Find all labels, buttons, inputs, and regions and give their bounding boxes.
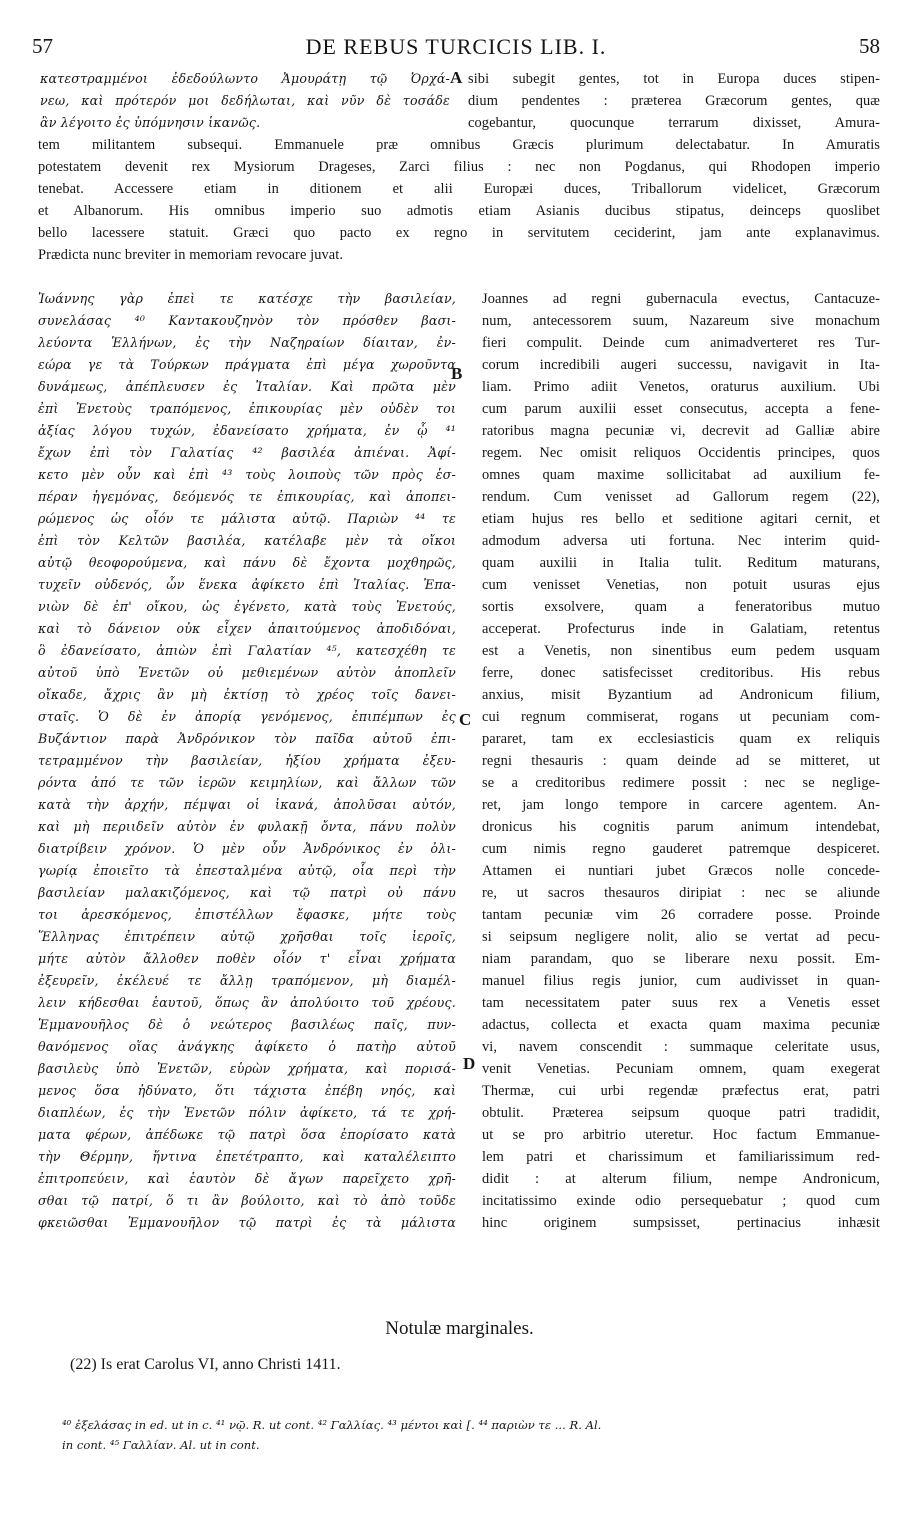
text-line: Ἐμμανουῆλος δὲ ὁ νεώτερος βασιλέως παῖς, πυν-: [38, 1017, 456, 1032]
text-line: λειν κήδεσθαι ἑαυτοῦ, ὅπως ἂν ἀπολύοιτο τοῦ χρέους.: [38, 995, 456, 1010]
text-line: ἐπὶ τὸν Κελτῶν βασιλέα, κατέλαβε μὲν τὰ οἴκοι: [38, 533, 456, 548]
text-line: αὐτοῦ ὑπὸ Ἐνετῶν οὐ μεθιεμένων αὐτὸν ἀποπλεῖν: [38, 665, 456, 680]
text-line: νεω, καὶ πρότερόν μοι δεδήλωται, καὶ νῦν δὲ τοσάδε: [40, 93, 450, 108]
text-line: potestatem devenit rex Mysiorum Drageses, Zarci filius : nec non Pogdanus, qui Rhodopen imperio: [38, 159, 880, 175]
text-line: ρώμενος ὡς οἷόν τε μάλιστα αὐτῷ. Παριὼν ⁴⁴ τε: [38, 511, 456, 526]
running-header: [32, 34, 880, 64]
text-line: ἔχων ἐπὶ τὸν Γαλατίας ⁴² βασιλέα ἀπιέναι. Ἀφί-: [38, 445, 456, 460]
text-line: dronicus his cognitis parum animum intendebat,: [482, 819, 880, 835]
text-line: Ἰωάννης γὰρ ἐπεὶ τε κατέσχε τὴν βασιλείαν,: [38, 291, 456, 306]
full-width-latin-text: [38, 134, 880, 266]
text-line: re, ut sacros thesauros diripiat : nec se aliunde: [482, 885, 880, 901]
text-line: φκειῶσθαι Ἐμμανουῆλον τῷ πατρὶ ἐς τὰ μάλιστα: [38, 1215, 456, 1230]
text-line: sortis exsolvere, quam a feneratoribus mutuo: [482, 599, 880, 615]
text-line: vi, navem conscendit : summaque celeritate usus,: [482, 1039, 880, 1055]
text-line: Prædicta nunc breviter in memoriam revocare juvat.: [38, 247, 344, 263]
text-line: μήτε αὐτὸν ἄλλοθεν ποθὲν οἷόν τ' εἶναι χρήματα: [38, 951, 456, 966]
text-line: num, antecessorem suum, Nazareum sive monachum: [482, 313, 880, 329]
text-line: τὴν Θέρμην, ἥντινα ἐπετέτραπτο, καὶ καταλέλειπτο: [38, 1149, 456, 1164]
text-line: ratoribus magna pecuniæ vi, decrevit ad Galliæ abire: [482, 423, 880, 439]
text-line: cogebantur, quocunque terrarum dixisset, Amura-: [468, 115, 880, 131]
text-line: ut se pro arbitrio uteretur. Hoc factum Emmanue-: [482, 1127, 880, 1143]
text-line: θανόμενος οἵας ἀνάγκης ἀφίκετο ὁ πατὴρ αὐτοῦ: [38, 1039, 456, 1054]
text-line: πέραν ἡγεμόνας, δεόμενός τε ἐπικουρίας, καὶ ἀποπει-: [38, 489, 456, 504]
text-line: νιὼν δὲ ἐπ' οἴκου, ὡς ἐγένετο, κατὰ τοὺς Ἐνετούς,: [38, 599, 456, 614]
text-line: ret, jam longo tempore in carcere agentem. An-: [482, 797, 880, 813]
greek-column: [38, 288, 456, 1234]
critical-note-line-1: ⁴⁰ ἐξελάσας in ed. ut in c. ⁴¹ νῷ. R. ut cont. ⁴² Γαλλίας. ⁴³ μέντοι καὶ [. ⁴⁴ παριὼν τε ... R. Al.: [62, 1418, 602, 1432]
text-line: rendum. Cum venisset ad Gallorum regem (22),: [482, 489, 880, 505]
text-line: tem militantem subsequi. Emmanuele præ omnibus Græcis plurimum delectabatur. In Amuratis: [38, 137, 880, 153]
text-line: διατρίβειν χρόνον. Ὁ μὲν οὖν Ἀνδρόνικος ἐν ὀλι-: [38, 841, 456, 856]
text-line: incitatissimo exinde odio persequebatur ; quod cum: [482, 1193, 880, 1209]
text-line: ἂν λέγοιτο ἐς ὑπόμνησιν ἱκανῶς.: [40, 115, 261, 130]
text-line: regni thesauris : quam deinde ad se mitteret, ut: [482, 753, 880, 769]
text-line: fieri compulit. Deinde cum animadverteret res Tur-: [482, 335, 880, 351]
text-line: didit : at alterum filium, nempe Andronicum,: [482, 1171, 880, 1187]
text-line: acceperat. Profecturus inde in Galatiam, retentus: [482, 621, 880, 637]
text-line: corum incredibili augeri successu, navigavit in Ita-: [482, 357, 880, 373]
running-title: DE REBUS TURCICIS LIB. I.: [305, 34, 607, 59]
text-line: regem. Nec omisit reliquos Occidentis principes, quos: [482, 445, 880, 461]
top-greek-text: [40, 68, 450, 134]
text-line: ρόντα ἀπό τε τῶν ἱερῶν κειμηλίων, καὶ ἄλλων τῶν: [38, 775, 456, 790]
text-line: τυχεῖν οὐδενός, ὧν ἕνεκα ἀφίκετο ἐπὶ Ἰταλίας. Ἐπα-: [38, 577, 456, 592]
text-line: ferre, donec satisfecisset creditoribus. His rebus: [482, 665, 880, 681]
text-line: cum parum auxilii esset consecutus, accepta a fene-: [482, 401, 880, 417]
top-latin-text: [468, 68, 880, 134]
text-line: lem patri et charissimum et familiarissimum red-: [482, 1149, 880, 1165]
text-line: ἐξευρεῖν, ἐκέλευέ τε ἄλλῃ τραπόμενον, μὴ διαμέλ-: [38, 973, 456, 988]
footnote-22: (22) Is erat Carolus VI, anno Christi 1411.: [70, 1356, 341, 1373]
critical-note-line-2: in cont. ⁴⁵ Γαλλίαν. Al. ut in cont.: [62, 1438, 260, 1452]
text-line: cum venisset Venetias, non potuit usuras ejus: [482, 577, 880, 593]
text-line: δυνάμεως, ἀπέπλευσεν ἐς Ἰταλίαν. Καὶ πρῶτα μὲν: [38, 379, 456, 394]
text-line: dium pendentes : præterea Græcorum gentes, quæ: [468, 93, 880, 109]
text-line: Joannes ad regni gubernacula evectus, Cantacuze-: [482, 291, 880, 307]
text-line: σταῖς. Ὁ δὲ ἐν ἀπορίᾳ γενόμενος, ἐπιπέμπων ἐς: [38, 709, 456, 724]
text-line: γωρίᾳ ἐποιεῖτο τὰ ἐπεσταλμένα αὐτῷ, οἷα περὶ τὴν: [38, 863, 456, 878]
text-line: niam parandam, quo se liberare nexu possit. Em-: [482, 951, 880, 967]
text-line: εώρα γε τὰ Τούρκων πράγματα ἐπὶ μέγα χωροῦντα: [38, 357, 456, 372]
section-marker-c: C: [459, 710, 472, 729]
text-line: κετο μὲν οὖν καὶ ἐπὶ ⁴³ τοὺς λοιποὺς τῶν πρὸς ἑσ-: [38, 467, 456, 482]
text-line: tenebat. Accessere etiam in ditionem et alii Europæi duces, Triballorum videlicet, Græcorum: [38, 181, 880, 197]
text-line: liam. Primo adiit Venetos, oraturus auxilium. Ubi: [482, 379, 880, 395]
text-line: cui regnum commiserat, rogans ut pecuniam com-: [482, 709, 880, 725]
text-line: manuel filius regis junior, cum audivisset in quan-: [482, 973, 880, 989]
text-line: τετραμμένον τὴν βασιλείαν, ἠξίου χρήματα ἐξευ-: [38, 753, 456, 768]
text-line: omnes quam maxime sollicitabat ad auxilium fe-: [482, 467, 880, 483]
text-line: bello lacessere statuit. Græci quo pacto ex regno in servitutem ceciderint, jam ante explanavimus.: [38, 225, 880, 241]
page-number-right: 58: [859, 34, 880, 58]
text-line: se a creditoribus redimere possit : nec se neglige-: [482, 775, 880, 791]
text-line: βασιλείαν μαλακιζόμενος, καὶ τῷ πατρὶ οὐ πάνυ: [38, 885, 456, 900]
text-line: καὶ μὴ περιιδεῖν αὐτὸν ἐν φυλακῇ ὄντα, πάνυ πολὺν: [38, 819, 456, 834]
latin-column: [482, 288, 880, 1234]
text-line: quam auxilii in Italia tulit. Reditum maturans,: [482, 555, 880, 571]
text-line: μενος ὅσα ἠδύνατο, ὅτι τάχιστα ἐπέβη νηός, καὶ: [38, 1083, 456, 1098]
text-line: τοι ἀρεσκόμενος, ἐπιστέλλων ἔφασκε, μήτε τοὺς: [38, 907, 456, 922]
text-line: tam necessitatem pater suus rex a Venetis esset: [482, 995, 880, 1011]
text-line: ματα φέρων, ἀπέδωκε τῷ πατρὶ ὅσα ἐπορίσατο κατὰ: [38, 1127, 456, 1142]
text-line: κατὰ τὴν ἀρχήν, πέμψαι οἱ ἱκανά, ἀπολῦσαι αὐτόν,: [38, 797, 456, 812]
text-line: ὃ ἐδανείσατο, ἀπιὼν ἐπὶ Γαλατίαν ⁴⁵, κατεσχέθη τε: [38, 643, 456, 658]
text-line: λεύοντα Ἑλλήνων, ἐς τὴν Ναζηραίων δίαιταν, ἐν-: [38, 335, 456, 350]
text-line: anxius, misit Byzantium ad Andronicum filium,: [482, 687, 880, 703]
text-line: et Albanorum. His omnibus imperio suo admotis etiam Asianis ducibus stipatus, deinceps quoslibet: [38, 203, 880, 219]
text-line: Thermæ, cui urbi regendæ præfectus erat, patri: [482, 1083, 880, 1099]
text-line: tantam pecuniæ vim 26 corradere posse. Proinde: [482, 907, 880, 923]
text-line: est a Venetis, non sinentibus eum pedem usquam: [482, 643, 880, 659]
text-line: αὐτῷ θεοφορούμενα, καὶ πάνυ δὲ ἔχοντα μοχθηρῶς,: [38, 555, 456, 570]
text-line: admodum adversa uti fortuna. Nec interim quid-: [482, 533, 880, 549]
text-line: ἐπιτροπεύειν, καὶ ἑαυτὸν δὲ ἄγων παρεῖχετο χρῆ-: [38, 1171, 456, 1186]
text-line: si seipsum negligere nolit, alio se vertat ad pecu-: [482, 929, 880, 945]
section-marker-a: A: [450, 68, 463, 87]
text-line: διαπλέων, ἐς τὴν Ἐνετῶν πόλιν ἀφίκετο, τά τε χρή-: [38, 1105, 456, 1120]
text-line: hinc originem sumpsisset, pertinacius inhæsit: [482, 1215, 880, 1231]
section-marker-d: D: [463, 1054, 476, 1073]
text-line: καὶ τὸ δάνειον οὐκ εἶχεν ἀπαιτούμενος ἀποδιδόναι,: [38, 621, 456, 636]
page-number-left: 57: [32, 34, 53, 58]
text-line: κατεστραμμένοι ἐδεδούλωντο Ἀμουράτῃ τῷ Ὀρχά-: [40, 71, 450, 86]
text-line: σθαι τῷ πατρί, ὅ τι ἂν βούλοιτο, καὶ τὸ ἀπὸ τοῦδε: [38, 1193, 456, 1208]
text-line: obtulit. Præterea seipsum quoque patri tradidit,: [482, 1105, 880, 1121]
text-line: etiam hujus res bello et seditione agitari cernit, et: [482, 511, 880, 527]
text-line: οἴκαδε, ἄχρις ἂν μὴ ἐκτίσῃ τὸ χρέος τοῖς δανει-: [38, 687, 456, 702]
section-marker-b: B: [451, 364, 463, 383]
text-line: sibi subegit gentes, tot in Europa duces stipen-: [468, 71, 880, 87]
marginal-notes-title: Notulæ marginales.: [385, 1318, 534, 1339]
text-line: pararet, tam ex ecclesiasticis quam ex reliquis: [482, 731, 880, 747]
text-line: venit Venetias. Pecuniam omnem, quam exegerat: [482, 1061, 880, 1077]
text-line: ἀξίας λόγου τυχών, ἐδανείσατο χρήματα, ἐν ᾧ ⁴¹: [38, 423, 456, 438]
text-line: Βυζάντιον παρὰ Ἀνδρόνικον τὸν παῖδα αὐτοῦ ἐπι-: [38, 731, 456, 746]
text-line: cum nimis regno gauderet patremque despiceret.: [482, 841, 880, 857]
text-line: ἐπὶ Ἐνετοὺς τραπόμενος, ἐπικουρίας μὲν οὐδὲν τοι: [38, 401, 456, 416]
text-line: βασιλεὺς ὑπὸ Ἐνετῶν, εὑρὼν χρήματα, καὶ πορισά-: [38, 1061, 456, 1076]
text-line: Ἕλληνας ἐπιτρέπειν αὐτῷ χρῆσθαι τοῖς ἱεροῖς,: [38, 929, 456, 944]
text-line: συνελάσας ⁴⁰ Καντακουζηνὸν τὸν πρόσθεν βασι-: [38, 313, 456, 328]
text-line: Attamen ei nuntiari jubet Græcos nolle concede-: [482, 863, 880, 879]
text-line: adactus, collecta et exacta quam maxima pecuniæ: [482, 1017, 880, 1033]
